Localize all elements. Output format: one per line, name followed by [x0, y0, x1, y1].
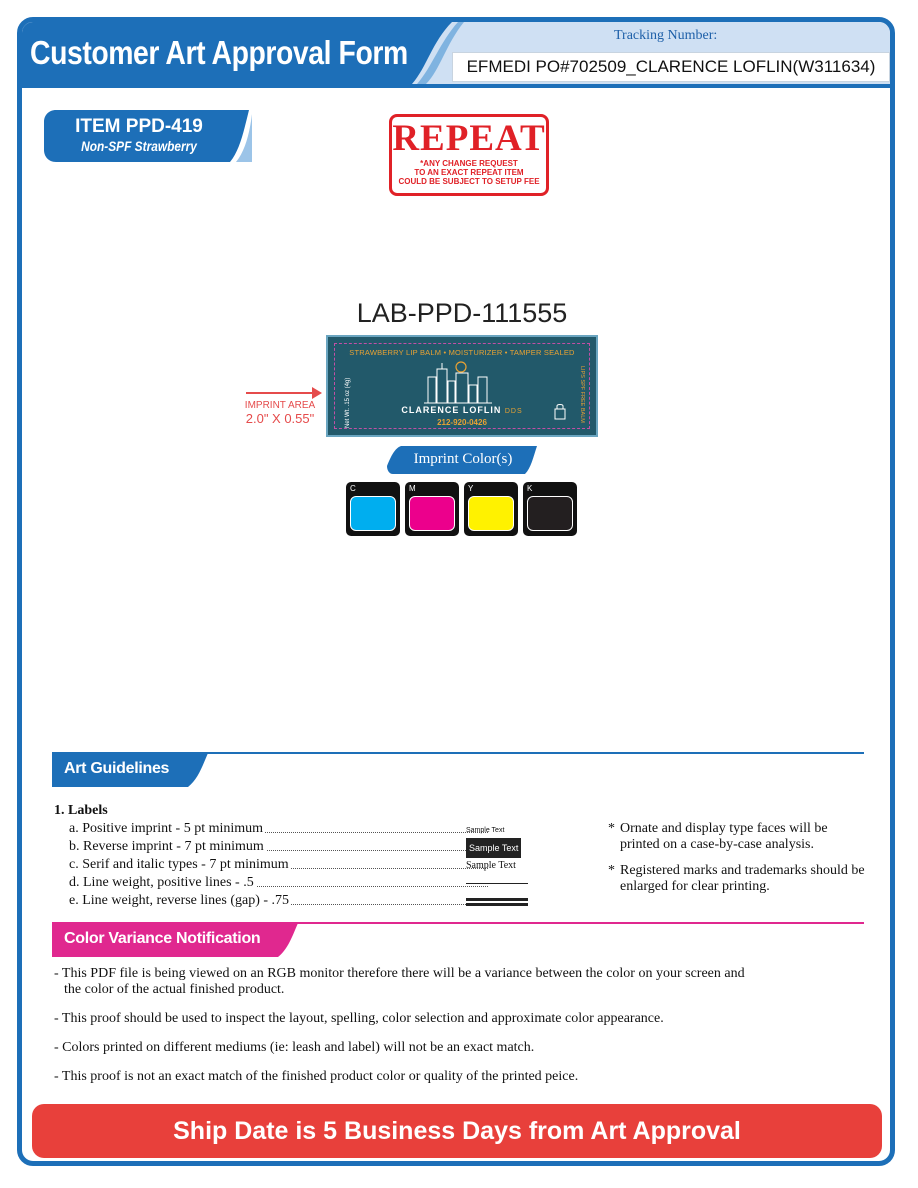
label-side-right — [576, 367, 586, 427]
guideline-text: b. Reverse imprint - 7 pt minimum — [69, 839, 264, 854]
sample-text-serif: Sample Text — [466, 860, 516, 871]
repeat-stamp-note-3: COULD BE SUBJECT TO SETUP FEE — [398, 177, 540, 186]
guideline-row — [54, 874, 554, 892]
swatch-yellow — [464, 482, 518, 536]
swatch-black-chip — [527, 496, 573, 531]
lab-code: LAB-PPD-111555 — [356, 298, 568, 328]
variance-item: - This proof should be used to inspect the layout, spelling, color selection and approximate color appearance. — [54, 1011, 664, 1026]
color-variance-list — [54, 966, 854, 1098]
swatch-cyan-letter: C — [350, 484, 356, 493]
label-net-weight: Net Wt. .15 oz (4g) — [345, 377, 351, 428]
tracking-number-value: EFMEDI PO#702509_CLARENCE LOFLIN(W311634) — [452, 52, 890, 82]
guideline-notes — [608, 821, 868, 905]
swatch-magenta-letter: M — [409, 484, 416, 493]
art-guidelines-title: Art Guidelines — [64, 760, 170, 777]
item-badge — [44, 110, 252, 162]
art-guidelines-list — [54, 802, 554, 910]
swatch-cyan — [346, 482, 400, 536]
repeat-stamp-word: REPEAT — [392, 118, 546, 159]
variance-item: - This PDF file is being viewed on an RGB monitor therefore there will be a variance between the color on your screen and the color of the actual finished product. — [54, 966, 745, 997]
guideline-text: c. Serif and italic types - 7 pt minimum — [69, 857, 289, 872]
variance-item: - Colors printed on different mediums (ie: leash and label) will not be an exact match. — [54, 1040, 535, 1055]
label-side-text: LIPS SPF FREE BALM — [579, 366, 585, 423]
swatch-black-letter: K — [527, 484, 533, 493]
imprint-area-size: 2.0" X 0.55" — [245, 411, 315, 426]
label-proof-artwork — [326, 335, 598, 437]
color-variance-title: Color Variance Notification — [64, 930, 261, 947]
swatch-yellow-letter: Y — [468, 484, 474, 493]
repeat-stamp — [389, 114, 549, 196]
form-header — [22, 22, 890, 88]
guideline-text: e. Line weight, reverse lines (gap) - .75 — [69, 893, 290, 908]
imprint-arrow-icon — [246, 386, 322, 400]
swatch-black — [523, 482, 577, 536]
repeat-stamp-note-2: TO AN EXACT REPEAT ITEM — [414, 168, 524, 177]
item-description: Non-SPF Strawberry — [81, 138, 197, 154]
form-title: Customer Art Approval Form — [30, 34, 408, 71]
sample-text-positive: Sample Text — [466, 827, 505, 834]
sample-line-reverse-bottom — [466, 903, 528, 906]
guideline-note: * Ornate and display type faces will be printed on a case-by-case analysis. — [608, 821, 868, 853]
guidelines-heading: 1. Labels — [54, 803, 108, 818]
label-name-text: CLARENCE LOFLIN — [401, 405, 502, 415]
sample-line-reverse-top — [466, 898, 528, 901]
guideline-row — [54, 838, 554, 856]
guideline-text: a. Positive imprint - 5 pt minimum — [69, 821, 264, 836]
approval-form-frame — [17, 17, 895, 1166]
label-side-left — [338, 369, 351, 429]
imprint-colors-tab — [387, 446, 539, 476]
sample-text-reverse: Sample Text — [466, 838, 521, 858]
color-swatches — [346, 482, 586, 538]
sample-line-positive — [466, 883, 528, 884]
variance-item: - This proof is not an exact match of the finished product color or quality of the printed peice. — [54, 1069, 579, 1084]
imprint-area — [240, 400, 320, 426]
guideline-note: * Registered marks and trademarks should be enlarged for clear printing. — [608, 863, 868, 895]
tracking-number-label: Tracking Number: — [614, 28, 718, 43]
item-number: ITEM PPD-419 — [75, 116, 203, 137]
imprint-area-label: IMPRINT AREA — [244, 400, 316, 411]
swatch-cyan-chip — [350, 496, 396, 531]
guideline-row — [54, 856, 554, 874]
tamper-seal-icon — [553, 403, 567, 421]
imprint-colors-title: Imprint Color(s) — [413, 451, 513, 467]
art-guidelines-tab — [52, 753, 212, 787]
guideline-row — [54, 820, 554, 838]
label-phone: 212-920-0426 — [437, 418, 487, 427]
label-top-text: STRAWBERRY LIP BALM • MOISTURIZER • TAMPER SEALED — [349, 348, 575, 357]
label-name-suffix: DDS — [504, 408, 523, 415]
color-variance-tab — [52, 923, 302, 957]
guideline-text: d. Line weight, positive lines - .5 — [69, 875, 254, 890]
ship-date-banner: Ship Date is 5 Business Days from Art Approval — [32, 1104, 882, 1158]
city-skyline-icon — [328, 359, 596, 409]
swatch-yellow-chip — [468, 496, 514, 531]
repeat-stamp-note-1: *ANY CHANGE REQUEST — [420, 159, 518, 168]
swatch-magenta — [405, 482, 459, 536]
guideline-row — [54, 892, 554, 910]
swatch-magenta-chip — [409, 496, 455, 531]
